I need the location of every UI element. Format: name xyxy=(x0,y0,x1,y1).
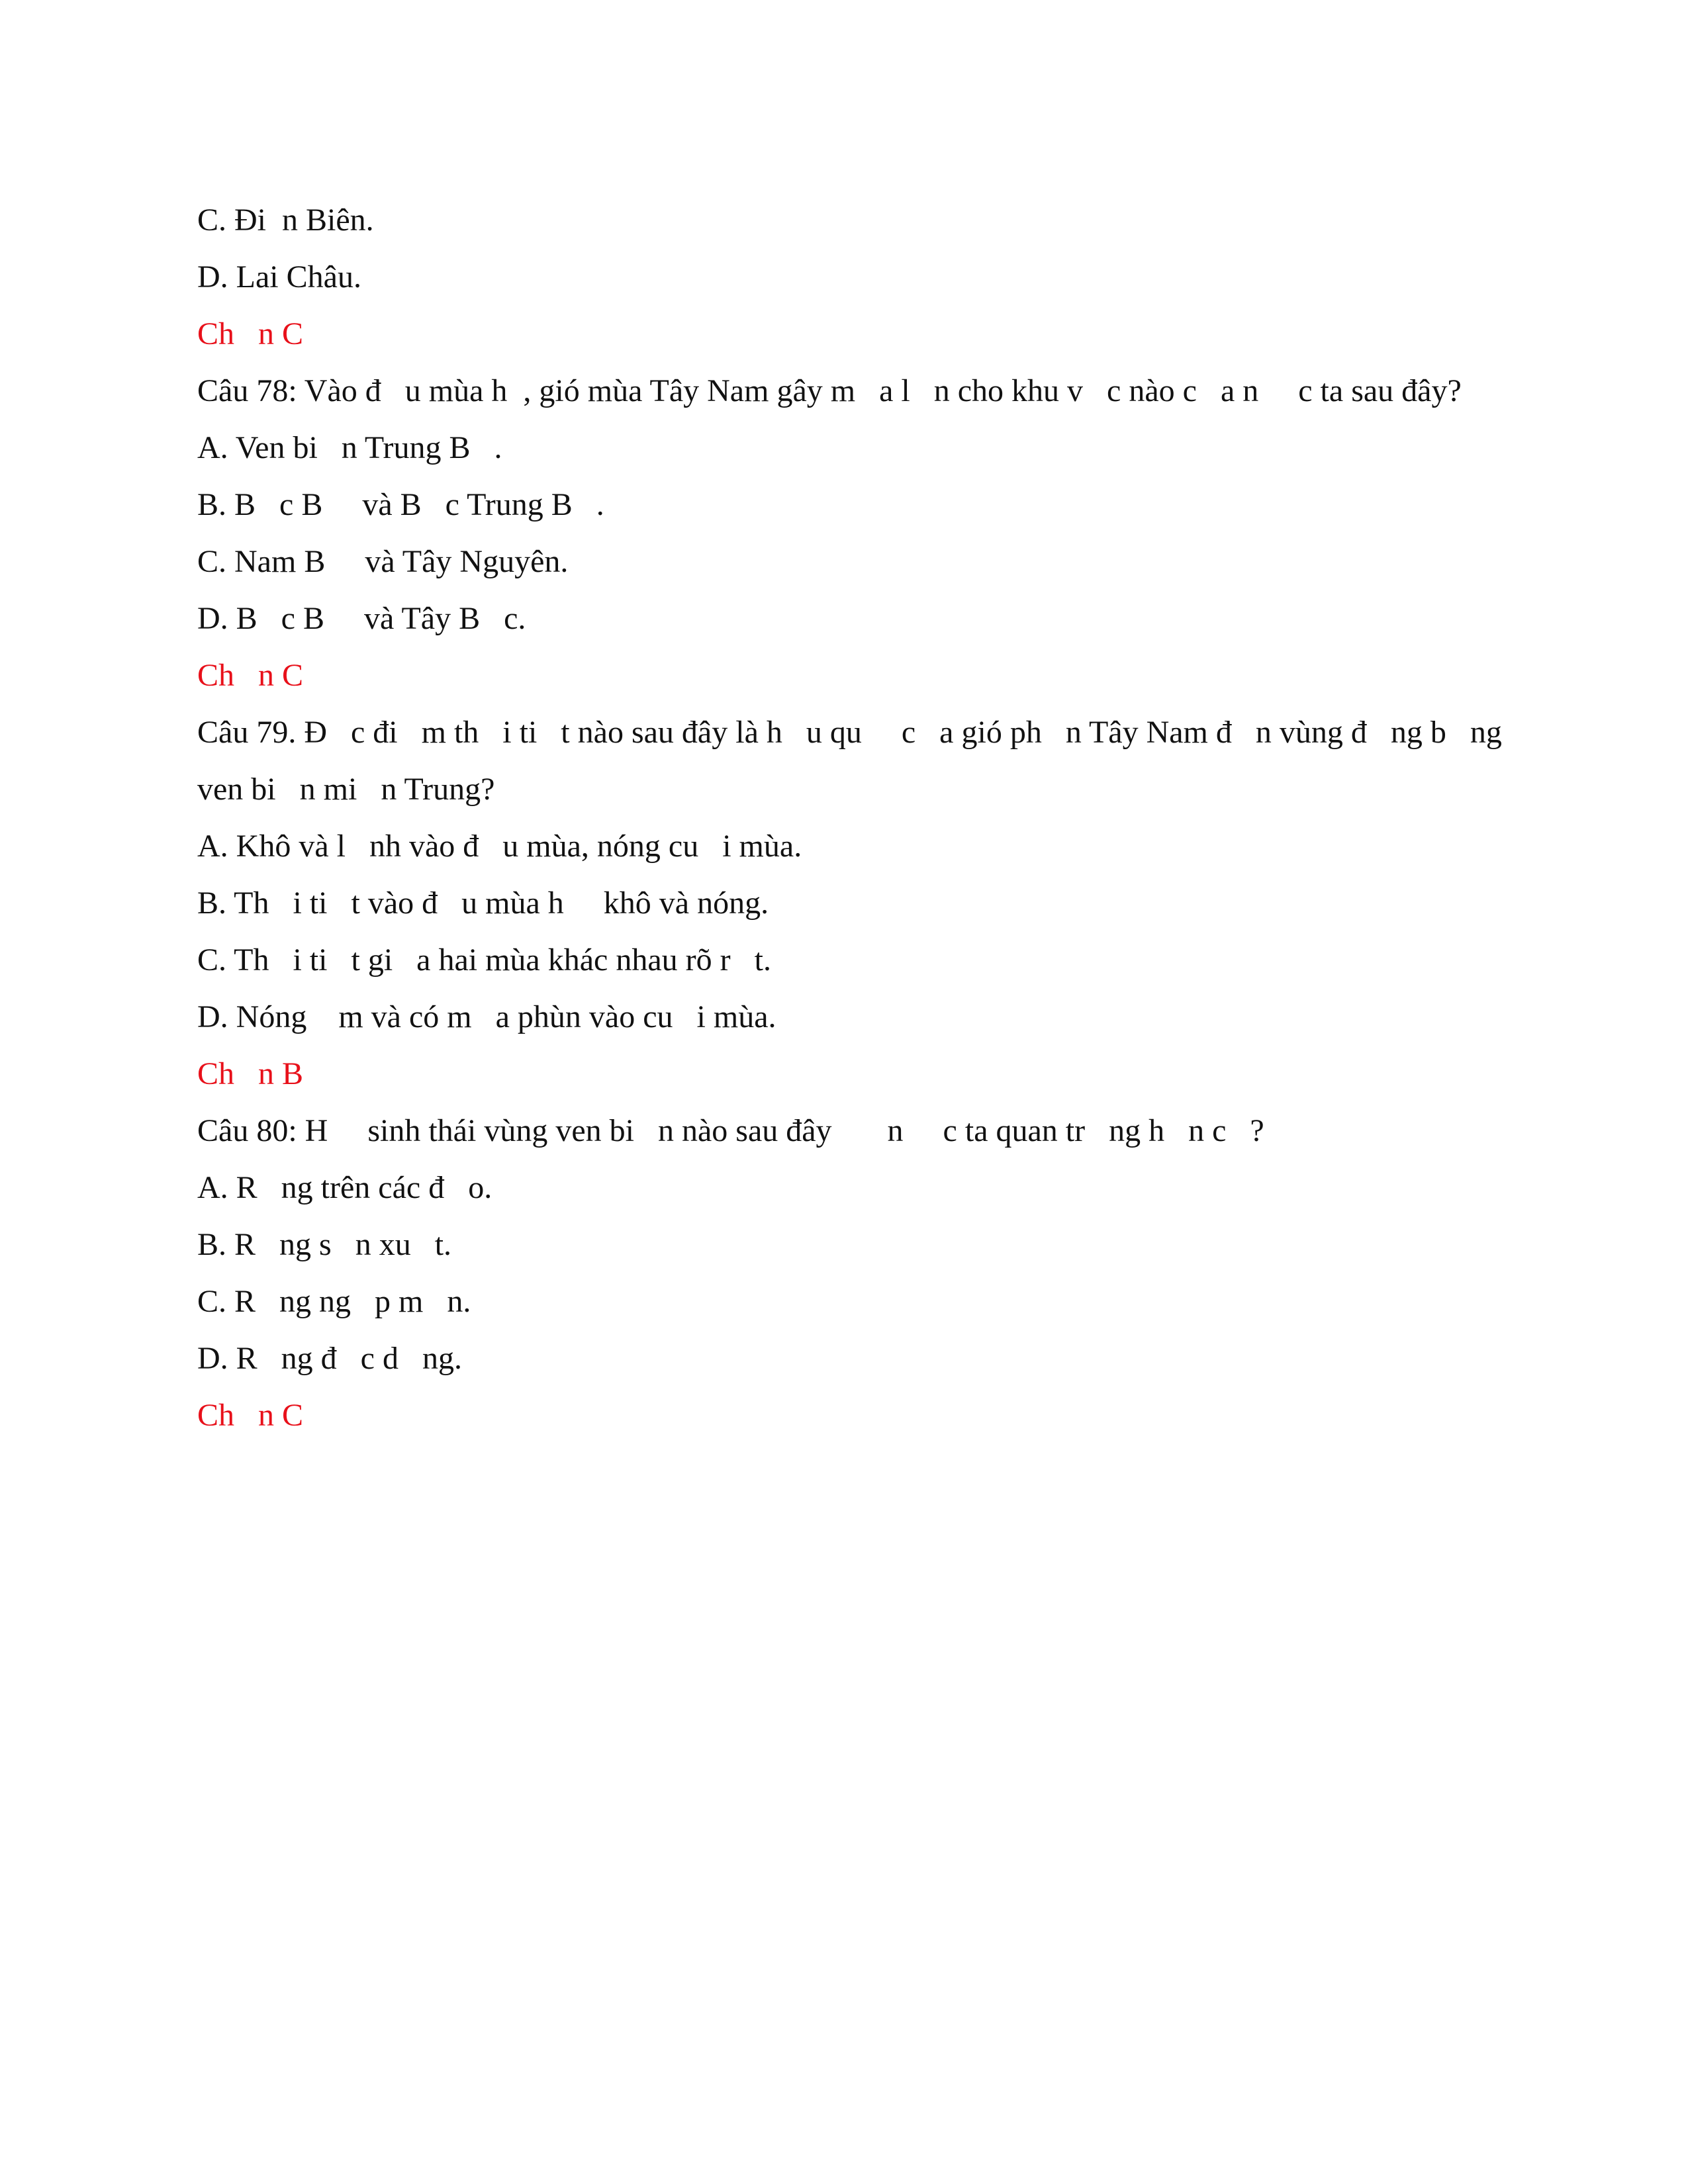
q79-option-c: C. Th i ti t gi a hai mùa khác nhau rõ r t. xyxy=(197,942,771,978)
q78-option-c: C. Nam B và Tây Nguyên. xyxy=(197,544,569,579)
q80-option-b: B. R ng s n xu t. xyxy=(197,1227,452,1262)
q77-option-d: D. Lai Châu. xyxy=(197,259,361,295)
q80-option-a: A. R ng trên các đ o. xyxy=(197,1170,492,1205)
q79-answer: Ch n B xyxy=(197,1056,304,1091)
q80-question: Câu 80: H sinh thái vùng ven bi n nào sau đây n c ta quan tr ng h n c ? xyxy=(197,1113,1264,1148)
q79-option-a: A. Khô và l nh vào đ u mùa, nóng cu i mùa. xyxy=(197,829,802,864)
document-content xyxy=(197,192,1502,1444)
q77-answer: Ch n C xyxy=(197,316,304,351)
q78-option-d: D. B c B và Tây B c. xyxy=(197,601,526,636)
q80-answer: Ch n C xyxy=(197,1398,304,1433)
q79-option-b: B. Th i ti t vào đ u mùa h khô và nóng. xyxy=(197,886,769,921)
q78-answer: Ch n C xyxy=(197,658,304,693)
q77-option-c: C. Đi n Biên. xyxy=(197,203,374,238)
q78-option-a: A. Ven bi n Trung B . xyxy=(197,430,502,465)
q78-option-b: B. B c B và B c Trung B . xyxy=(197,487,604,522)
q78-question: Câu 78: Vào đ u mùa h , gió mùa Tây Nam gây m a l n cho khu v c nào c a n c ta sau đây? xyxy=(197,373,1462,408)
q80-option-c: C. R ng ng p m n. xyxy=(197,1284,471,1319)
q79-question-line-2: ven bi n mi n Trung? xyxy=(197,772,495,807)
q79-option-d: D. Nóng m và có m a phùn vào cu i mùa. xyxy=(197,999,776,1034)
q80-option-d: D. R ng đ c d ng. xyxy=(197,1341,462,1376)
q79-question-line-1: Câu 79. Đ c đi m th i ti t nào sau đây là h u qu c a gió ph n Tây Nam đ n vùng đ ng b ng xyxy=(197,715,1502,750)
